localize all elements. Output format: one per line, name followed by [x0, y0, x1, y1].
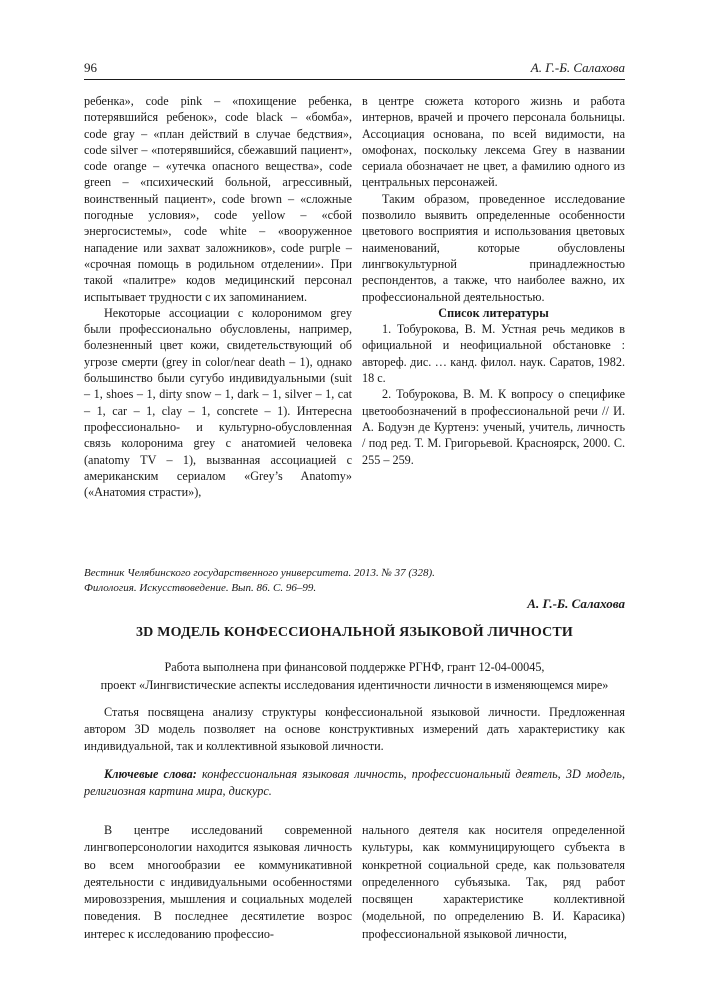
header-rule — [84, 79, 625, 80]
reference-item: 1. Тобурокова, В. М. Устная речь медиков в официальной и неофициальной обстановке : автореф. дис. … канд. филол. наук. Саратов, 1982. 18 с. — [362, 322, 625, 386]
references-title: Список литературы — [438, 305, 549, 320]
paragraph: ребенка», code pink – «похищение ребенка, потерявшийся ребенок», code black – «бомба», code gray – «план действий в случае бедствия», code silver – «потерявшийся, сбежавший пациент», code orange – «утечка опасного вещества», code green – «психический больной, агрессивный, воинственный пациент», code brown – «сложные погодные условия», code yellow – «сбой энергосистемы», code white – «вооруженное нападение или захват заложников», code purple – «срочная помощь в родильном отделении». При такой «палитре» кодов медицинский персонал испытывает трудности с их запоминанием. — [84, 94, 352, 304]
citation-line: Филология. Искусствоведение. Вып. 86. С. 96–99. — [84, 581, 317, 594]
keywords — [84, 766, 625, 800]
article-title: 3D МОДЕЛЬ КОНФЕССИОНАЛЬНОЙ ЯЗЫКОВОЙ ЛИЧНОСТИ — [135, 625, 574, 640]
paragraph: В центре исследований современной лингвоперсонологии находится языковая личность во всем многообразии ее коммуникативной деятельности с индивидуальными особенностями мировоззрения, мышления и социальных моделей поведения. В последнее десятилетие возрос интерес к исследованию профессио- — [84, 823, 352, 941]
keywords-label: Ключевые слова: — [104, 767, 197, 781]
article-body-right-column — [362, 822, 625, 943]
grant-line: проект «Лингвистические аспекты исследования идентичности личности в изменяющемся мире» — [100, 678, 609, 692]
prev-article-left-column — [84, 93, 352, 500]
abstract: Статья посвящена анализу структуры конфессиональной языковой личности. Предложенная автором 3D модель позволяет на основе конструктивных измерений дать характеристику как индивидуальной, так и коллективной языковой личности. — [84, 705, 625, 753]
journal-citation — [84, 566, 435, 595]
paragraph: Таким образом, проведенное исследование позволило выявить определенные особенности цветового восприятия и использования цветовых наименований, которые обусловлены лингвокультурной принадлежностью респондентов, а также, что наиболее важно, их профессиональной деятельностью. — [362, 191, 625, 304]
paragraph: в центре сюжета которого жизнь и работа интернов, врачей и прочего персонала больницы. Ассоциация основана, по всей видимости, на омофонах, поскольку лексема Grey в названии сериала обозначает не цвет, а фамилию одного из центральных персонажей. — [362, 94, 625, 190]
article-body-left-column — [84, 822, 352, 943]
page-number: 96 — [84, 60, 97, 75]
paragraph: нального деятеля как носителя определенной культуры, как коммуницирующего субъекта в конкретной социальной среде, как пользователя определенного субъязыка. Так, ряд работ посвящен характеристике коллективной (модельной, по определению В. И. Карасика) профессиональной языковой личности, — [362, 823, 625, 941]
keywords-text: конфессиональная языковая личность, профессиональный деятель, 3D модель, религиозная картина мира, дискурс. — [84, 767, 625, 798]
grant-note — [84, 658, 625, 694]
citation-line: Вестник Челябинского государственного университета. 2013. № 37 (328). — [84, 567, 435, 579]
paragraph: Некоторые ассоциации с колоронимом grey были профессионально обусловлены, например, болезненный цвет кожи, свидетельствующий об угрозе смерти (grey in color/near death – 1), однако большинство были сугубо индивидуальными (suit – 1, shoes – 1, dirty snow – 1, dark – 1, silver – 1, cat – 1, car – 1, clay – 1, concrete – 1). Интересна профессионально- и культурно-обусловленная связь колоронима grey с анатомией человека (anatomy TV – 1), вызванная ассоциацией с американским сериалом «Grey’s Anatomy» («Анатомия страсти»), — [84, 305, 352, 500]
prev-article-right-column — [362, 93, 625, 468]
grant-line: Работа выполнена при финансовой поддержке РГНФ, грант 12-04-00045, — [164, 660, 545, 674]
reference-item: 2. Тобурокова, В. М. К вопросу о специфике цветообозначений в профессиональной речи // И. А. Бодуэн де Куртенэ: ученый, учитель, личность / под ред. Т. М. Григорьевой. Красноярск, 2000. С. 255 – 259. — [362, 387, 625, 467]
article-author: А. Г.-Б. Салахова — [527, 596, 625, 611]
running-header — [84, 54, 625, 80]
running-author: А. Г.-Б. Салахова — [530, 60, 625, 75]
